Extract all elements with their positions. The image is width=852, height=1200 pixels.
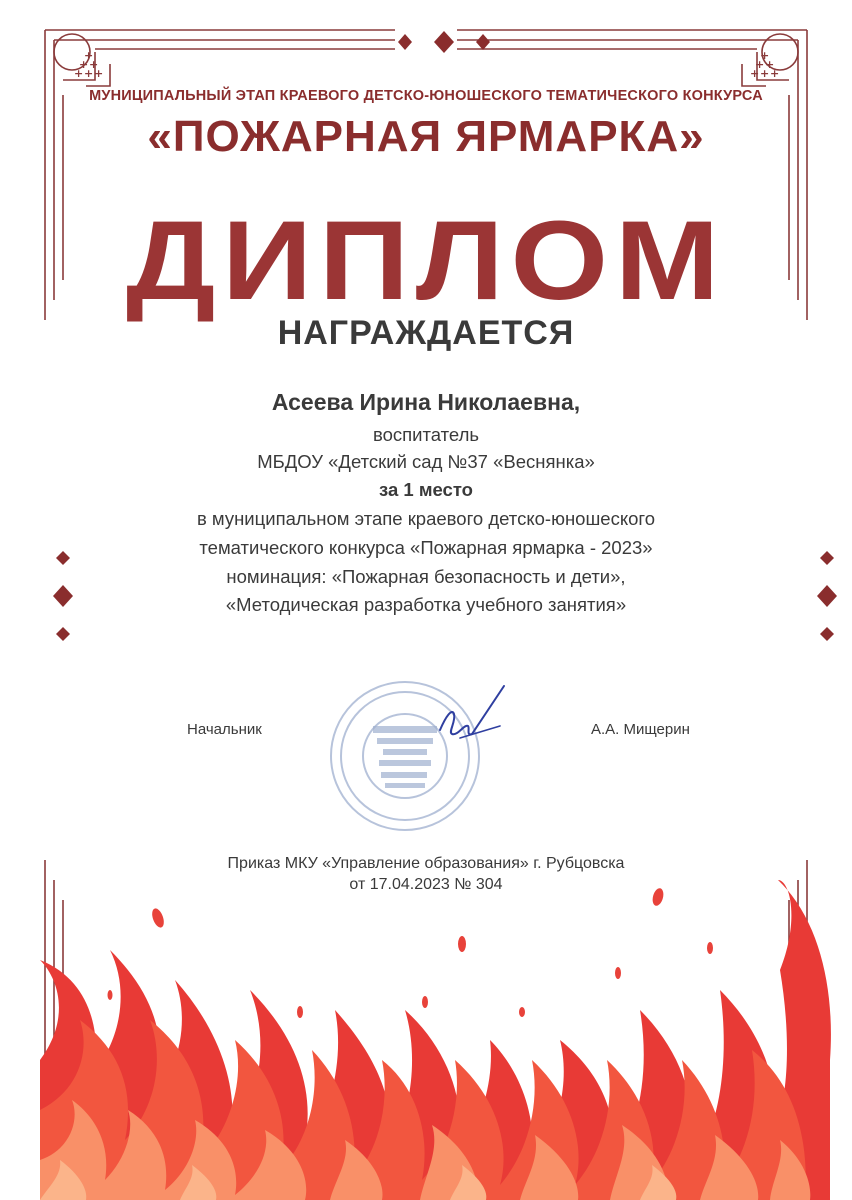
svg-text:+: + — [760, 49, 770, 62]
order-reference-line-2: от 17.04.2023 № 304 — [349, 876, 503, 893]
signatory-name: А.А. Мищерин — [591, 721, 690, 738]
spark-particles — [108, 887, 714, 1018]
award-place: за 1 место — [379, 479, 473, 500]
contest-subtitle: МУНИЦИПАЛЬНЫЙ ЭТАП КРАЕВОГО ДЕТСКО-ЮНОШЕСКОГО ТЕМАТИЧЕСКОГО КОНКУРСА — [89, 88, 763, 104]
svg-text:+: + — [74, 67, 84, 80]
recipient-position: воспитатель — [372, 424, 480, 445]
diploma-heading: ДИПЛОМ — [125, 198, 727, 323]
svg-text:+: + — [84, 49, 94, 62]
recipient-name: Асеева Ирина Николаевна, — [271, 389, 581, 415]
svg-text:+: + — [79, 58, 89, 71]
handwritten-signature — [430, 680, 520, 750]
contest-title: «ПОЖАРНАЯ ЯРМАРКА» — [147, 112, 705, 161]
award-nomination: номинация: «Пожарная безопасность и дети», — [226, 566, 626, 587]
svg-text:+: + — [750, 67, 760, 80]
svg-text:+: + — [84, 67, 94, 80]
svg-text:+: + — [760, 67, 770, 80]
award-text-line-2: тематического конкурса «Пожарная ярмарка - 2023» — [199, 537, 653, 558]
award-text-line-1: в муниципальном этапе краевого детско-юношеского — [196, 508, 656, 529]
recipient-organization: МБДОУ «Детский сад №37 «Веснянка» — [257, 451, 595, 472]
signatory-title: Начальник — [187, 721, 262, 738]
svg-text:+: + — [765, 58, 775, 71]
svg-text:+: + — [89, 58, 99, 71]
awarded-heading: НАГРАЖДАЕТСЯ — [277, 314, 575, 352]
svg-text:+: + — [94, 67, 104, 80]
svg-text:+: + — [755, 58, 765, 71]
award-category: «Методическая разработка учебного занятия» — [225, 594, 627, 615]
svg-text:+: + — [770, 67, 780, 80]
order-reference-line-1: Приказ МКУ «Управление образования» г. Рубцовска — [227, 855, 625, 872]
